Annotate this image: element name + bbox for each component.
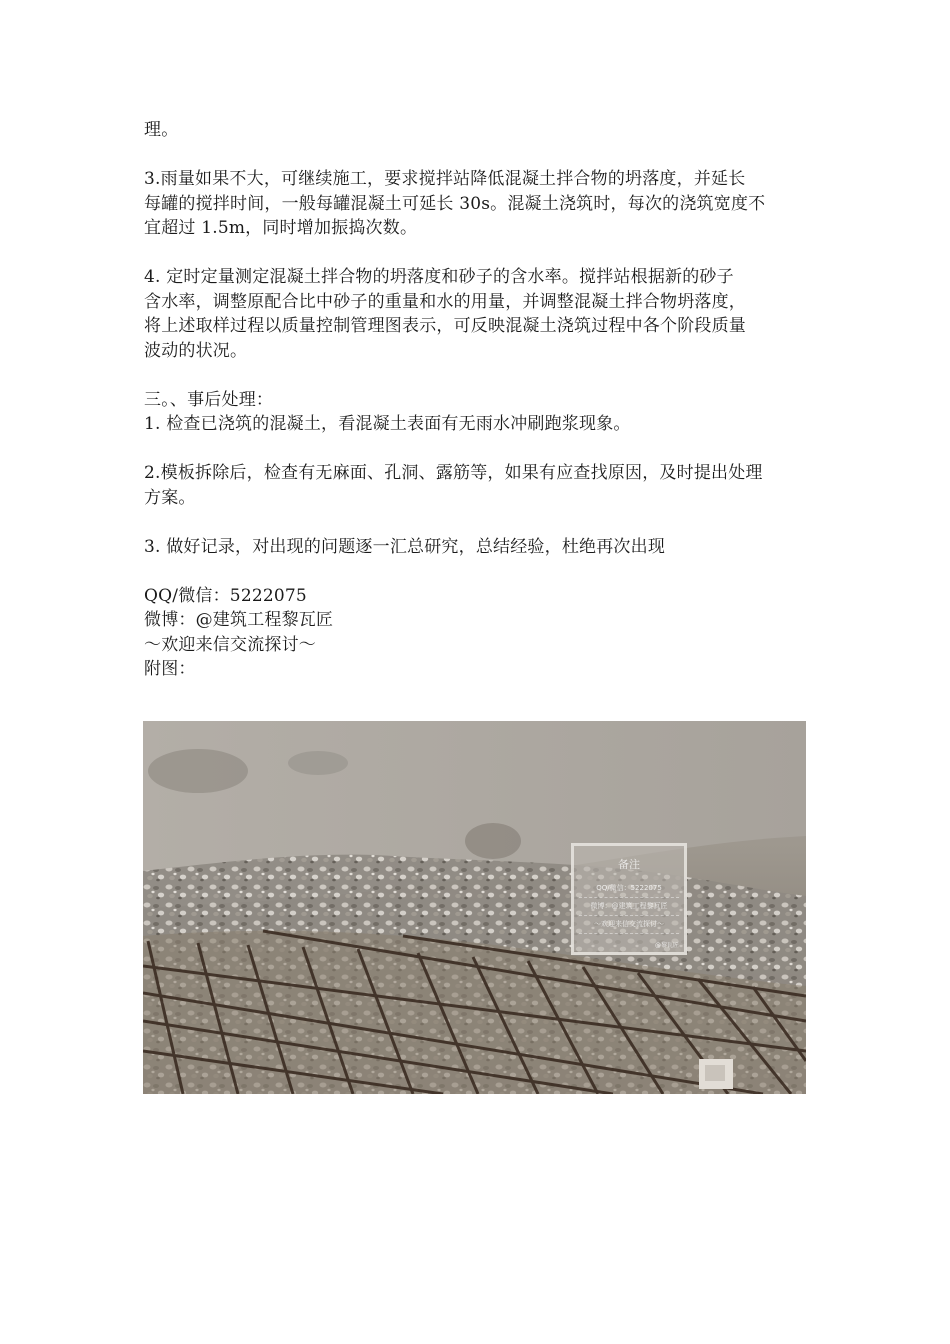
paragraph-rain-measures (144, 167, 809, 241)
paragraph-ending (144, 118, 809, 143)
note-footer: @黎瓦匠 (654, 942, 679, 949)
construction-photo (143, 721, 806, 1094)
document-body (144, 118, 809, 682)
contact-qq: QQ/微信：5222075 (144, 585, 307, 606)
paragraph-gap (144, 510, 809, 535)
text-line: 每罐的搅拌时间，一般每罐混凝土可延长 30s。混凝土浇筑时，每次的浇筑宽度不 (144, 193, 766, 214)
text-line: 3. 做好记录，对出现的问题逐一汇总研究，总结经验，杜绝再次出现 (144, 536, 666, 557)
note-row-welcome: ～欢迎来信交流探讨～ (579, 916, 679, 934)
text-line: 将上述取样过程以质量控制管理图表示，可反映混凝土浇筑过程中各个阶段质量 (144, 316, 746, 336)
paragraph-gap (144, 437, 809, 462)
concrete-rebar-image (143, 721, 806, 1094)
text-line: 1. 检查已浇筑的混凝土，看混凝土表面有无雨水冲刷跑浆现象。 (144, 414, 631, 434)
text-line: 含水率，调整原配合比中砂子的重量和水的用量，并调整混凝土拌合物坍落度， (144, 291, 746, 312)
contact-block (144, 584, 809, 682)
text-line: 理。 (144, 120, 179, 140)
contact-welcome: ～欢迎来信交流探讨～ (144, 634, 316, 655)
paragraph-post-treatment (144, 388, 809, 437)
watermark-note-card (571, 843, 687, 955)
paragraph-gap (144, 143, 809, 168)
text-line: 2.模板拆除后，检查有无麻面、孔洞、露筋等，如果有应查找原因，及时提出处理 (144, 463, 763, 483)
paragraph-gap (144, 559, 809, 584)
text-line: 3.雨量如果不大，可继续施工，要求搅拌站降低混凝土拌合物的坍落度，并延长 (144, 169, 746, 189)
paragraph-formwork-check (144, 461, 809, 510)
section-heading: 三。、事后处理： (144, 389, 274, 410)
text-line: 宜超过 1.5m，同时增加振捣次数。 (144, 218, 418, 238)
contact-weibo: 微博：@建筑工程黎瓦匠 (144, 610, 334, 630)
paragraph-gap (144, 363, 809, 388)
text-line: 波动的状况。 (144, 340, 248, 361)
text-line: 4. 定时定量测定混凝土拌合物的坍落度和砂子的含水率。搅拌站根据新的砂子 (144, 267, 734, 287)
attachment-label: 附图： (144, 659, 196, 679)
note-row-qq: QQ/微信：5222075 (579, 880, 679, 898)
note-row-weibo: 微博：@建筑工程黎瓦匠 (579, 898, 679, 916)
paragraph-gap (144, 241, 809, 266)
note-title: 备注 (618, 858, 640, 871)
text-line: 方案。 (144, 487, 196, 508)
paragraph-slump-testing (144, 265, 809, 363)
paragraph-records (144, 535, 809, 560)
